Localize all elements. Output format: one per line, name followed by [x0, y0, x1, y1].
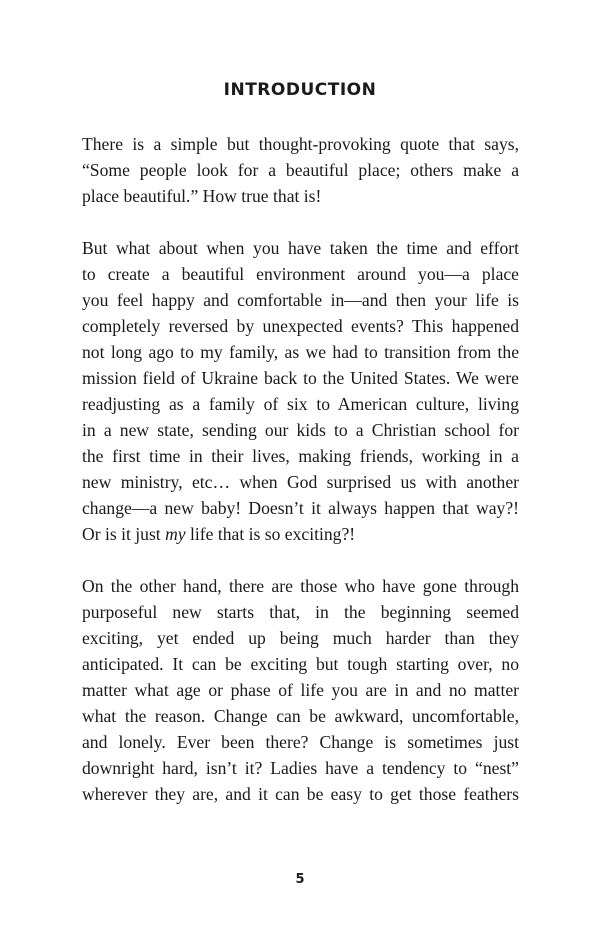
- text-line: the first time in their lives, making friends, working in a: [82, 446, 519, 466]
- text-line: “Some people look for a beautiful place; others make a: [82, 160, 519, 180]
- page-number: 5: [295, 872, 305, 887]
- body-text: [82, 131, 519, 833]
- text-line: readjusting as a family of six to American culture, living: [82, 394, 519, 414]
- text-line: completely reversed by unexpected events? This happened: [82, 316, 519, 336]
- paragraph-2: [82, 235, 519, 547]
- text-line: what the reason. Change can be awkward, uncomfortable,: [82, 706, 519, 726]
- text-line: On the other hand, there are those who have gone through: [82, 576, 519, 596]
- text-line: mission field of Ukraine back to the United States. We were: [82, 368, 519, 388]
- text-line: to create a beautiful environment around you—a place: [82, 264, 519, 284]
- paragraph-1: [82, 131, 519, 209]
- text-line-with-emphasis: [82, 521, 519, 547]
- text-line: But what about when you have taken the time and effort: [82, 238, 519, 258]
- text-line: and lonely. Ever been there? Change is sometimes just: [82, 732, 519, 752]
- paragraph-3: [82, 573, 519, 807]
- text-line: not long ago to my family, as we had to transition from the: [82, 342, 519, 362]
- text-line: place beautiful.” How true that is!: [82, 186, 322, 206]
- text-line: purposeful new starts that, in the beginning seemed: [82, 602, 519, 622]
- chapter-heading: INTRODUCTION: [223, 80, 377, 100]
- text-line: exciting, yet ended up being much harder than they: [82, 628, 519, 648]
- text-line: matter what age or phase of life you are in and no matter: [82, 680, 519, 700]
- text-segment: life that is so exciting?!: [185, 524, 356, 544]
- text-segment: Or is it just: [82, 524, 166, 544]
- text-line: downright hard, isn’t it? Ladies have a tendency to “nest”: [82, 758, 519, 778]
- text-line: wherever they are, and it can be easy to get those feathers: [82, 784, 519, 804]
- text-line: anticipated. It can be exciting but tough starting over, no: [82, 654, 519, 674]
- text-line: you feel happy and comfortable in—and then your life is: [82, 290, 519, 310]
- text-line: change—a new baby! Doesn’t it always happen that way?!: [82, 498, 519, 518]
- text-line: There is a simple but thought-provoking quote that says,: [82, 134, 519, 154]
- text-line: new ministry, etc… when God surprised us with another: [82, 472, 519, 492]
- emphasized-word: my: [165, 524, 186, 544]
- text-line: in a new state, sending our kids to a Christian school for: [82, 420, 519, 440]
